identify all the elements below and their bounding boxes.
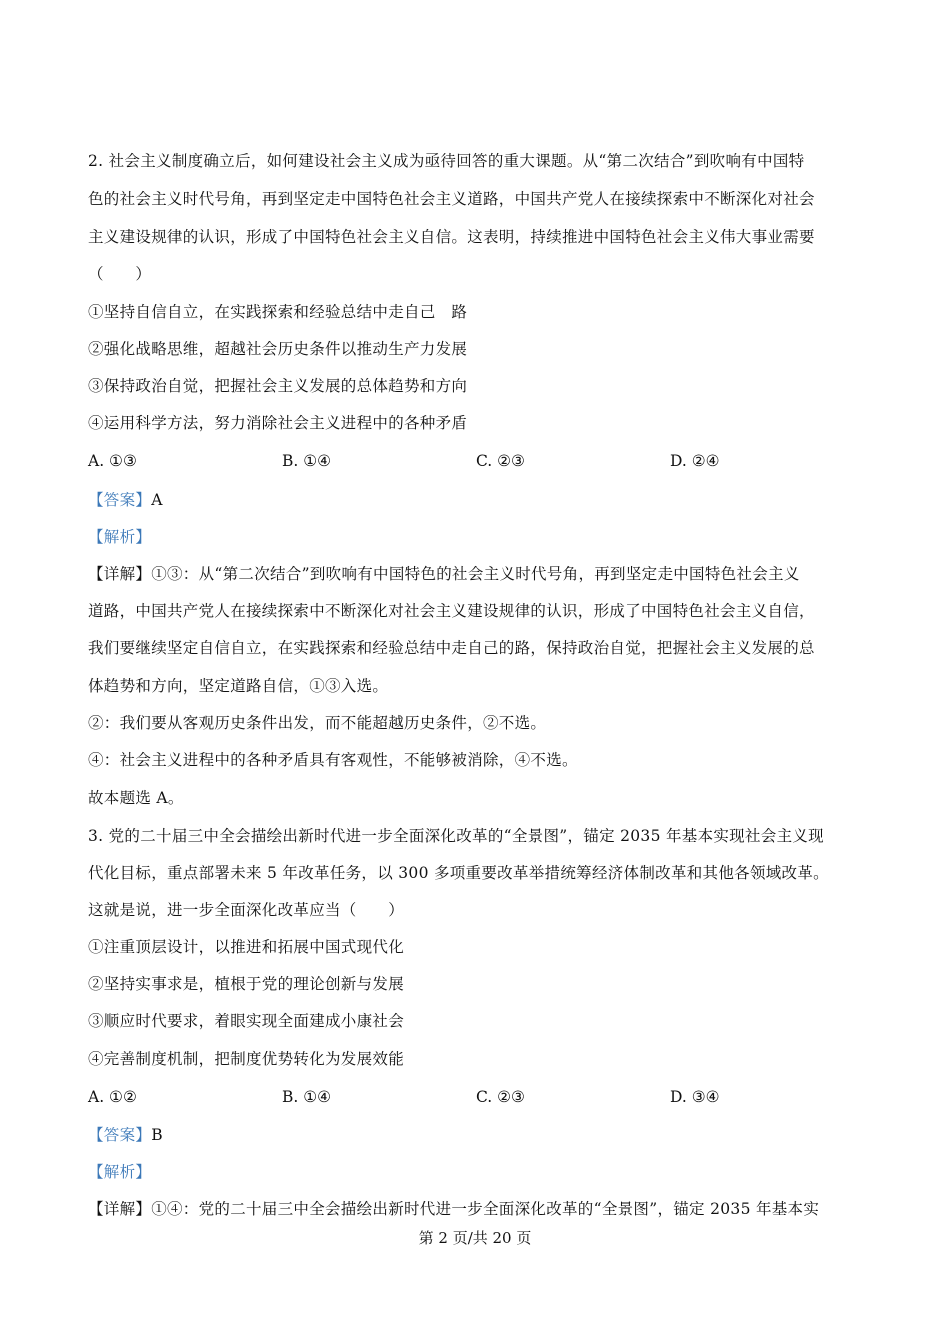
q2-stem-line-3: 主义建设规律的认识，形成了中国特色社会主义自信。这表明，持续推进中国特色社会主义伟大事业需要 xyxy=(88,228,815,246)
q2-statement-4: ④运用科学方法，努力消除社会主义进程中的各种矛盾 xyxy=(88,414,468,432)
q2-detail-line-2: 道路，中国共产党人在接续探索中不断深化对社会主义建设规律的认识，形成了中国特色社会主义自信， xyxy=(88,602,815,620)
q2-option-d: D. ②④ xyxy=(670,452,720,470)
q2-detail-line-6: ④：社会主义进程中的各种矛盾具有客观性，不能够被消除，④不选。 xyxy=(88,751,578,769)
detail-text: ①④：党的二十届三中全会描绘出新时代进一步全面深化改革的“全景图”，锚定 2035 年基本实 xyxy=(151,1200,820,1218)
q3-stem-line-3: 这就是说，进一步全面深化改革应当（ ） xyxy=(88,901,405,919)
q2-option-c: C. ②③ xyxy=(476,452,525,470)
q3-option-c: C. ②③ xyxy=(476,1088,525,1106)
q3-option-d: D. ③④ xyxy=(670,1088,720,1106)
detail-tag: 【详解】 xyxy=(88,565,152,583)
q2-detail-line-1 xyxy=(88,564,800,584)
q2-detail-line-5: ②：我们要从客观历史条件出发，而不能超越历史条件，②不选。 xyxy=(88,714,547,732)
answer-value: A xyxy=(151,491,163,509)
q3-stem-line-1: 3. 党的二十届三中全会描绘出新时代进一步全面深化改革的“全景图”，锚定 2035 年基本实现社会主义现 xyxy=(88,827,824,845)
q3-statement-4: ④完善制度机制，把制度优势转化为发展效能 xyxy=(88,1050,405,1068)
q3-answer xyxy=(88,1125,163,1145)
analysis-tag: 【解析】 xyxy=(88,528,152,546)
q2-detail-line-4: 体趋势和方向，坚定道路自信，①③入选。 xyxy=(88,677,389,695)
q2-detail-line-7: 故本题选 A。 xyxy=(88,789,184,807)
q2-stem-line-2: 色的社会主义时代号角，再到坚定走中国特色社会主义道路，中国共产党人在接续探索中不断深化对社会 xyxy=(88,190,815,208)
q3-detail-line-1 xyxy=(88,1199,819,1219)
q3-statement-1: ①注重顶层设计，以推进和拓展中国式现代化 xyxy=(88,938,405,956)
q2-stem-line-4: （ ） xyxy=(88,265,152,283)
q3-statement-2: ②坚持实事求是，植根于党的理论创新与发展 xyxy=(88,975,405,993)
answer-value: B xyxy=(151,1126,163,1144)
q2-statement-3: ③保持政治自觉，把握社会主义发展的总体趋势和方向 xyxy=(88,377,468,395)
q2-statement-2: ②强化战略思维，超越社会历史条件以推动生产力发展 xyxy=(88,340,468,358)
q2-option-a: A. ①③ xyxy=(88,452,137,470)
q2-analysis-heading xyxy=(88,527,151,547)
q2-stem-line-1: 2. 社会主义制度确立后，如何建设社会主义成为亟待回答的重大课题。从“第二次结合”到吹响有中国特 xyxy=(88,152,805,170)
answer-tag: 【答案】 xyxy=(88,491,152,509)
q2-answer xyxy=(88,490,163,510)
q3-stem-line-2: 代化目标，重点部署未来 5 年改革任务，以 300 多项重要改革举措统筹经济体制改革和其他各领域改革。 xyxy=(88,864,829,882)
q2-statement-1: ①坚持自信自立，在实践探索和经验总结中走自己 路 xyxy=(88,303,468,321)
q3-statement-3: ③顺应时代要求，着眼实现全面建成小康社会 xyxy=(88,1012,405,1030)
page-footer: 第 2 页/共 20 页 xyxy=(418,1229,532,1247)
q2-detail-line-3: 我们要继续坚定自信自立，在实践探索和经验总结中走自己的路，保持政治自觉，把握社会主义发展的总 xyxy=(88,639,815,657)
q3-option-b: B. ①④ xyxy=(282,1088,332,1106)
answer-tag: 【答案】 xyxy=(88,1126,152,1144)
q3-option-a: A. ①② xyxy=(88,1088,137,1106)
detail-text: ①③：从“第二次结合”到吹响有中国特色的社会主义时代号角，再到坚定走中国特色社会主义 xyxy=(151,565,800,583)
detail-tag: 【详解】 xyxy=(88,1200,152,1218)
q2-option-b: B. ①④ xyxy=(282,452,332,470)
analysis-tag: 【解析】 xyxy=(88,1163,152,1181)
q3-analysis-heading xyxy=(88,1162,151,1182)
